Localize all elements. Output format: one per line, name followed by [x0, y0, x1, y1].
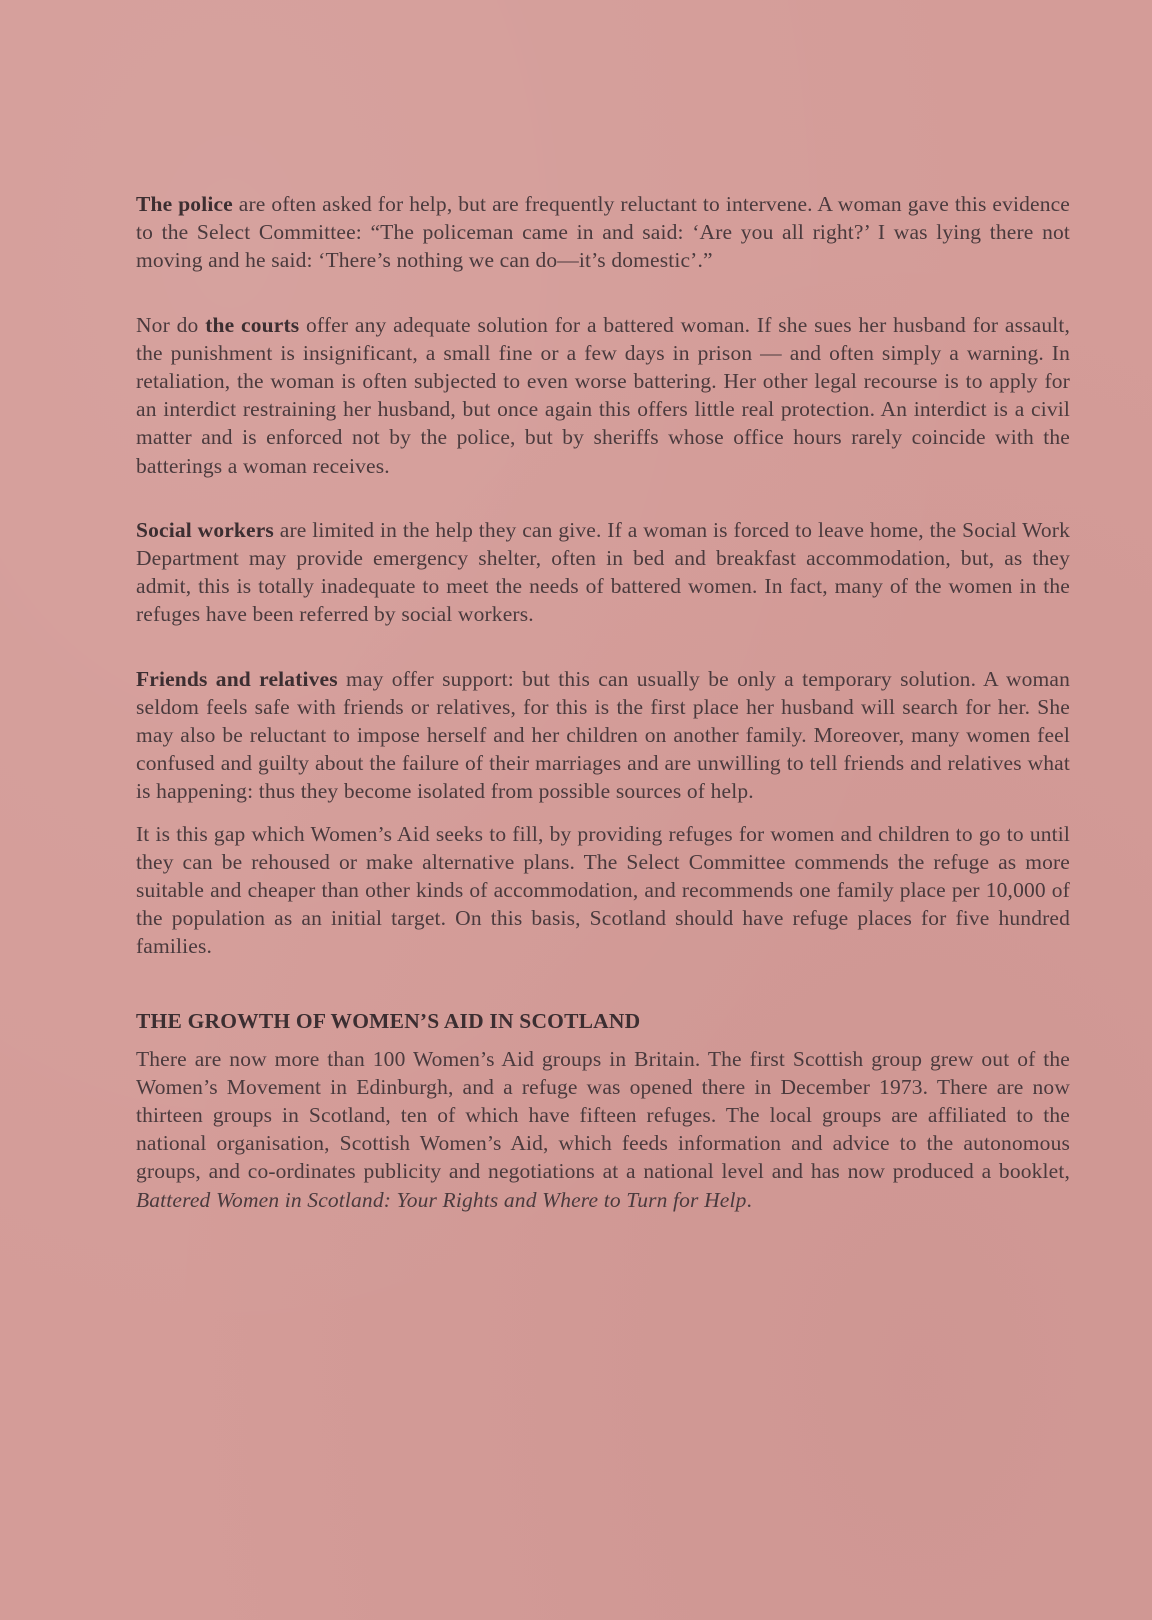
lead-friends-relatives: Friends and relatives [136, 666, 338, 691]
paragraph-police-text: are often asked for help, but are frequently reluctant to intervene. A woman gave this evidence to the Select Committee: “The policeman came in and said: ‘Are you all right?’ I was lying there not moving and he said: ‘There’s nothing we can do—it’s domestic’.” [136, 192, 1070, 273]
paragraph-friends-relatives [136, 665, 1070, 806]
lead-police: The police [136, 192, 233, 216]
section-heading: THE GROWTH OF WOMEN’S AID IN SCOTLAND [136, 1008, 641, 1033]
paragraph-growth [136, 1045, 1070, 1214]
lead-courts: the courts [205, 312, 300, 337]
paragraph-womens-aid-gap-text: It is this gap which Women’s Aid seeks to fill, by providing refuges for women and children to go to until they can be rehoused or make alternative plans. The Select Committee commends the refuge as more suitable and cheaper than other kinds of accommodation, and recommends one family place per 10,000 of the population as an initial target. On this basis, Scotland should have refuge places for five hundred families. [136, 821, 1070, 959]
booklet-title: Battered Women in Scotland: Your Rights and Where to Turn for Help [136, 1187, 747, 1212]
paragraph-courts [136, 311, 1070, 480]
paragraph-police [136, 190, 1070, 275]
paragraph-growth-end: . [746, 1187, 753, 1212]
lead-social-workers: Social workers [136, 517, 274, 542]
paragraph-growth-text: There are now more than 100 Women’s Aid groups in Britain. The first Scottish group grew out of the Women’s Movement in Edinburgh, and a refuge was opened there in December 1973. There are now thirteen groups in Scotland, ten of which have fifteen refuges. The local groups are affiliated to the national organisation, Scottish Women’s Aid, which feeds information and advice to the autonomous groups, and co-ordinates publicity and negotiations at a national level and has now produced a booklet, [136, 1046, 1070, 1184]
paragraph-social-workers [136, 516, 1070, 629]
paragraph-social-workers-text: are limited in the help they can give. If a woman is forced to leave home, the Social Work Department may provide emergency shelter, often in bed and breakfast accommodation, but, as they admit, this is totally inadequate to meet the needs of battered women. In fact, many of the women in the refuges have been referred by social workers. [136, 517, 1070, 627]
document-body [136, 190, 1070, 1214]
paragraph-courts-text: offer any adequate solution for a battered woman. If she sues her husband for assault, the punishment is insignificant, a small fine or a few days in prison — and often simply a warning. In retaliation, the woman is often subjected to even worse battering. Her other legal recourse is to apply for an interdict restraining her husband, but once again this offers little real protection. An interdict is a civil matter and is enforced not by the police, but by sheriffs whose office hours rarely coincide with the batterings a woman receives. [136, 312, 1070, 478]
paragraph-friends-relatives-text: may offer support: but this can usually be only a temporary solution. A woman seldom feels safe with friends or relatives, for this is the first place her husband will search for her. She may also be reluctant to impose herself and her children on another family. Moreover, many women feel confused and guilty about the failure of their marriages and are unwilling to tell friends and relatives what is happening: thus they become isolated from possible sources of help. [136, 666, 1070, 804]
paragraph-womens-aid-gap [136, 820, 1070, 961]
paragraph-courts-prefix: Nor do [136, 312, 206, 337]
